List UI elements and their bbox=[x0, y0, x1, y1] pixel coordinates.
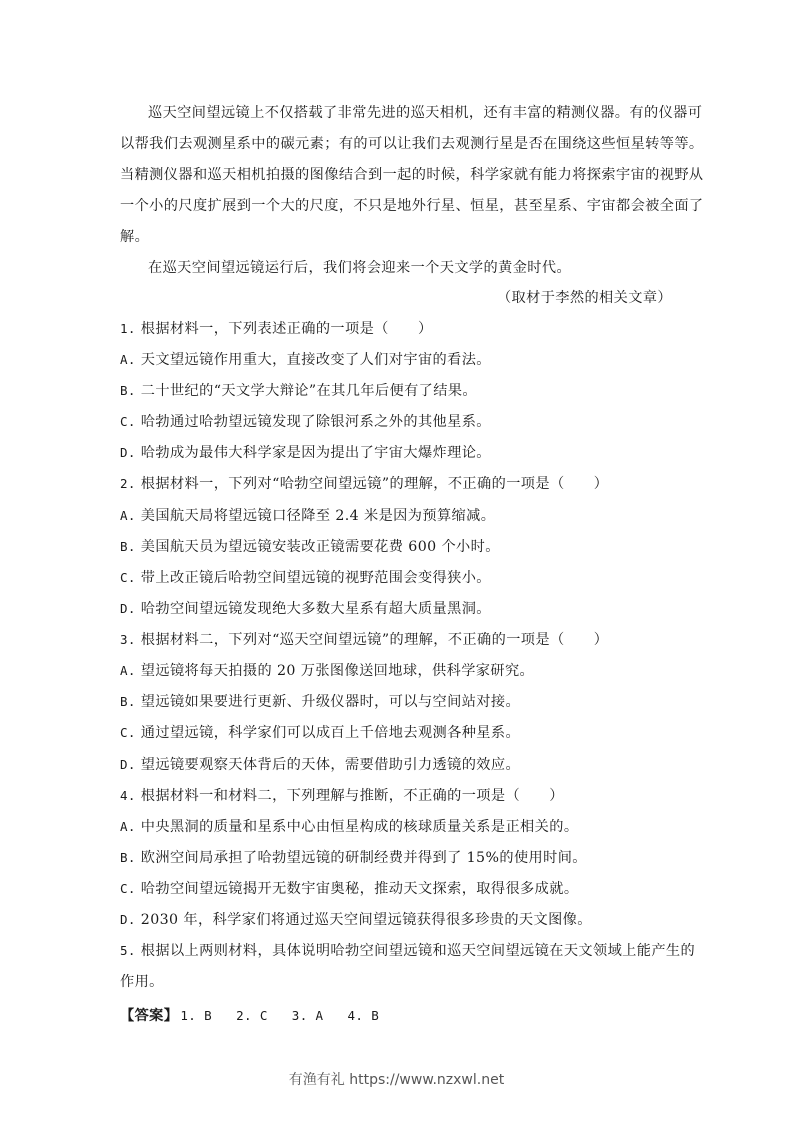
question-5-stem-continued: 作用。 bbox=[120, 974, 164, 990]
answer-item: 1. B bbox=[180, 1008, 213, 1023]
passage-line: 巡天空间望远镜上不仅搭载了非常先进的巡天相机，还有丰富的精测仪器。有的仪器可 bbox=[148, 105, 703, 121]
option-row bbox=[120, 849, 680, 867]
option-letter: D. bbox=[120, 757, 136, 772]
option-letter: B. bbox=[120, 850, 136, 865]
answer-row bbox=[120, 1007, 680, 1025]
answer-item: 2. C bbox=[236, 1008, 268, 1023]
answer-item: 4. B bbox=[347, 1008, 380, 1023]
question-3-stem bbox=[120, 631, 680, 649]
option-letter: D. bbox=[120, 601, 136, 616]
option-row bbox=[120, 693, 680, 711]
option-text: 美国航天员为望远镜安装改正镜需要花费 600 个小时。 bbox=[140, 539, 500, 555]
option-text: 哈勃空间望远镜发现绝大多数大星系有超大质量黑洞。 bbox=[140, 601, 491, 617]
option-text: 中央黑洞的质量和星系中心由恒星构成的核球质量关系是正相关的。 bbox=[140, 819, 579, 835]
option-row bbox=[120, 662, 680, 680]
question-number: 1. bbox=[120, 321, 136, 336]
option-letter: C. bbox=[120, 881, 136, 896]
question-text: 根据材料一，下列对“哈勃空间望远镜”的理解，不正确的一项是（ ） bbox=[140, 476, 609, 492]
option-row bbox=[120, 569, 680, 587]
footer-watermark: 有渔有礼 https://www.nzxwl.net bbox=[288, 1072, 505, 1088]
option-row bbox=[120, 600, 680, 618]
option-text: 哈勃空间望远镜揭开无数宇宙奥秘，推动天文探索，取得很多成就。 bbox=[140, 881, 579, 897]
answer-label: 【答案】 bbox=[120, 1008, 179, 1024]
option-letter: C. bbox=[120, 414, 136, 429]
question-5-stem bbox=[120, 942, 696, 960]
option-letter: A. bbox=[120, 352, 136, 367]
option-text: 天文望远镜作用重大，直接改变了人们对宇宙的看法。 bbox=[140, 352, 491, 368]
question-text: 根据以上两则材料，具体说明哈勃空间望远镜和巡天空间望远镜在天文领域上能产生的 bbox=[140, 943, 696, 959]
question-number: 2. bbox=[120, 476, 136, 491]
option-text: 望远镜要观察天体背后的天体，需要借助引力透镜的效应。 bbox=[140, 757, 521, 773]
option-text: 哈勃成为最伟大科学家是因为提出了宇宙大爆炸理论。 bbox=[140, 445, 491, 461]
passage-line: 一个小的尺度扩展到一个大的尺度，不只是地外行星、恒星，甚至星系、宇宙都会被全面了 bbox=[120, 198, 704, 214]
question-text: 根据材料一，下列表述正确的一项是（ ） bbox=[140, 321, 433, 337]
option-text: 欧洲空间局承担了哈勃望远镜的研制经费并得到了 15%的使用时间。 bbox=[140, 850, 587, 866]
option-letter: C. bbox=[120, 725, 136, 740]
passage-paragraph: 在巡天空间望远镜运行后，我们将会迎来一个天文学的黄金时代。 bbox=[148, 260, 572, 276]
question-2-stem bbox=[120, 475, 680, 493]
passage-line: 当精测仪器和巡天相机拍摄的图像结合到一起的时候，科学家就有能力将探索宇宙的视野从 bbox=[120, 167, 704, 183]
option-letter: A. bbox=[120, 663, 136, 678]
option-text: 通过望远镜，科学家们可以成百上千倍地去观测各种星系。 bbox=[140, 725, 521, 741]
option-text: 美国航天局将望远镜口径降至 2.4 米是因为预算缩减。 bbox=[140, 508, 496, 524]
option-letter: D. bbox=[120, 912, 136, 927]
option-letter: C. bbox=[120, 570, 136, 585]
question-number: 3. bbox=[120, 632, 136, 647]
question-number: 5. bbox=[120, 943, 136, 958]
question-1-stem bbox=[120, 320, 680, 338]
option-letter: A. bbox=[120, 819, 136, 834]
option-row bbox=[120, 351, 680, 369]
option-text: 望远镜如果要进行更新、升级仪器时，可以与空间站对接。 bbox=[140, 694, 521, 710]
passage-line: 以帮我们去观测星系中的碳元素；有的可以让我们去观测行星是否在围绕这些恒星转等等。 bbox=[120, 136, 704, 152]
option-letter: B. bbox=[120, 694, 136, 709]
option-row bbox=[120, 538, 680, 556]
question-4-stem bbox=[120, 787, 680, 805]
option-letter: B. bbox=[120, 383, 136, 398]
question-number: 4. bbox=[120, 788, 136, 803]
passage-line: 解。 bbox=[120, 229, 150, 245]
question-text: 根据材料二，下列对“巡天空间望远镜”的理解，不正确的一项是（ ） bbox=[140, 632, 609, 648]
option-row bbox=[120, 880, 680, 898]
option-row bbox=[120, 507, 680, 525]
option-letter: D. bbox=[120, 445, 136, 460]
option-row bbox=[120, 413, 680, 431]
option-row bbox=[120, 911, 680, 929]
option-row bbox=[120, 444, 680, 462]
option-row bbox=[120, 818, 680, 836]
option-letter: B. bbox=[120, 539, 136, 554]
option-text: 带上改正镜后哈勃空间望远镜的视野范围会变得狭小。 bbox=[140, 570, 491, 586]
option-text: 二十世纪的“天文学大辩论”在其几年后便有了结果。 bbox=[140, 383, 478, 399]
option-text: 2030 年，科学家们将通过巡天空间望远镜获得很多珍贵的天文图像。 bbox=[140, 912, 592, 928]
option-text: 哈勃通过哈勃望远镜发现了除银河系之外的其他星系。 bbox=[140, 414, 491, 430]
answer-item: 3. A bbox=[291, 1008, 324, 1023]
option-letter: A. bbox=[120, 508, 136, 523]
question-text: 根据材料一和材料二，下列理解与推断，不正确的一项是（ ） bbox=[140, 788, 564, 804]
option-row bbox=[120, 724, 680, 742]
option-row bbox=[120, 382, 680, 400]
option-text: 望远镜将每天拍摄的 20 万张图像送回地球，供科学家研究。 bbox=[140, 663, 535, 679]
source-citation: （取材于李然的相关文章） bbox=[496, 290, 672, 306]
option-row bbox=[120, 756, 680, 774]
